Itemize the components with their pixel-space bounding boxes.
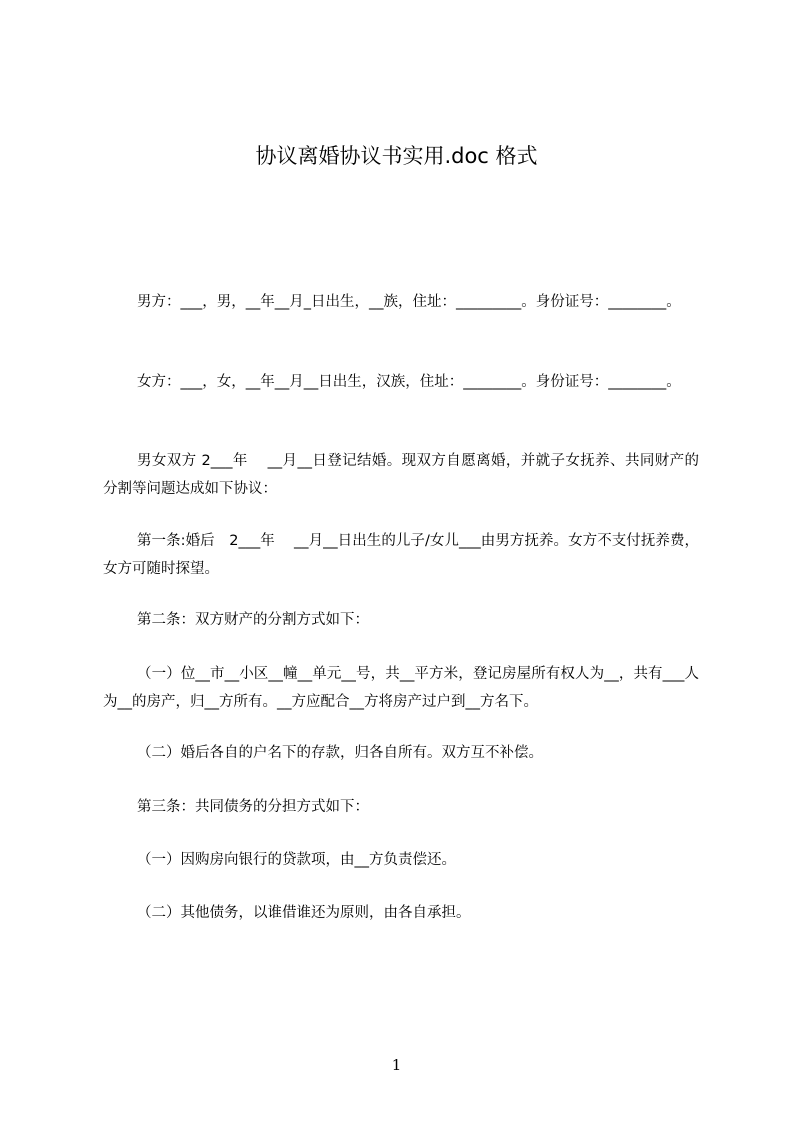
document-title: 协议离婚协议书实用.doc 格式 <box>255 144 538 168</box>
paragraph-debt-loan: （一）因购房向银行的贷款项，由__方负责偿还。 <box>137 852 456 868</box>
paragraph-male-party: 男方：___，男，__年__月_日出生，__族，住址：_________。身份证号：________。 <box>137 294 681 310</box>
page-number: 1 <box>391 1056 402 1074</box>
paragraph-property-deposits: （二）婚后各自的户名下的存款，归各自所有。双方互不补偿。 <box>137 745 543 761</box>
paragraph-property-house: （一）位__市__小区__幢__单元__号，共__平方米，登记房屋所有权人为__，共有___人为__的房产，归__方所有。__方应配合__方将房产过户到__方名下。 <box>103 666 699 710</box>
paragraph-debt-other: （二）其他债务，以谁借谁还为原则，由各自承担。 <box>137 905 471 921</box>
paragraph-article-two: 第二条：双方财产的分割方式如下： <box>137 612 369 628</box>
paragraph-article-three: 第三条：共同债务的分担方式如下： <box>137 799 369 815</box>
paragraph-female-party: 女方：___，女，__年__月__日出生，汉族，住址：________。身份证号：________。 <box>137 374 681 390</box>
paragraph-article-one: 第一条:婚后 2___年 __月__日出生的儿子/女儿___由男方抚养。女方不支付抚养费，女方可随时探望。 <box>103 533 699 577</box>
paragraph-marriage-registration: 男女双方 2___年 __月__日登记结婚。现双方自愿离婚，并就子女抚养、共同财产的分割等问题达成如下协议： <box>103 453 699 497</box>
